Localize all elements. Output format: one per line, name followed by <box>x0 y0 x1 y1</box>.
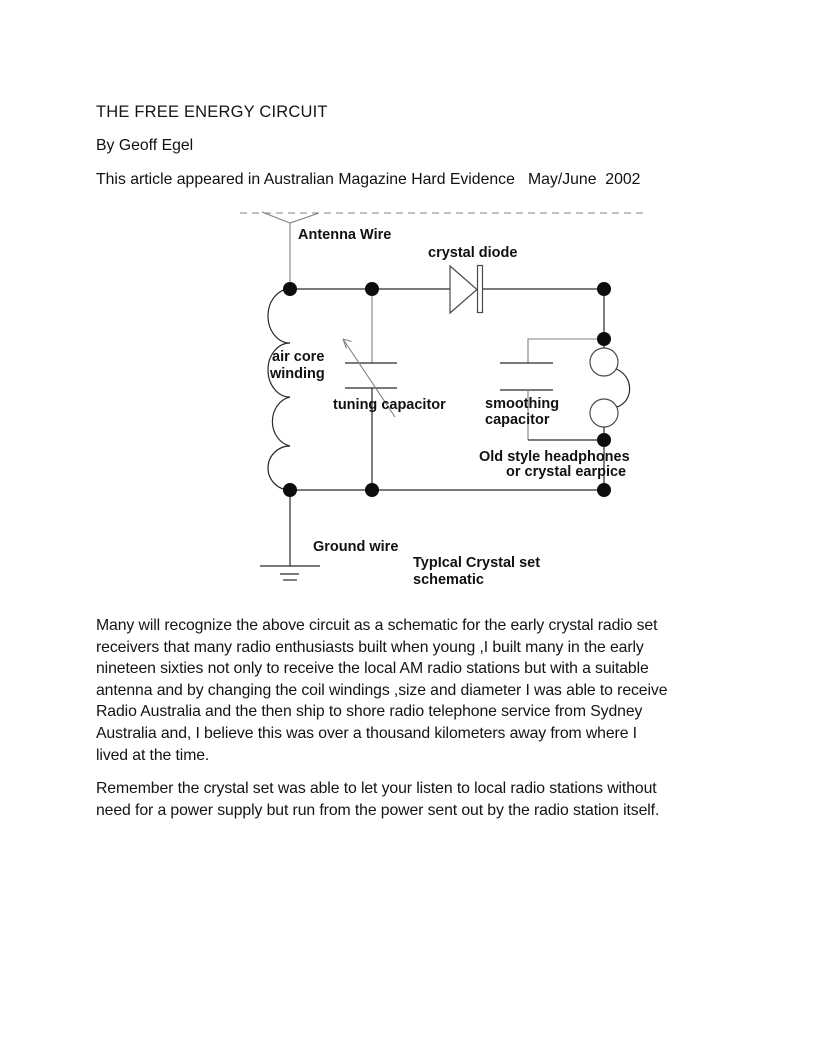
paragraph-1 <box>96 615 667 766</box>
label-caption-line2: schematic <box>413 572 484 588</box>
crystal-set-schematic <box>230 205 660 600</box>
body-line: Remember the crystal set was able to let your listen to local radio stations without <box>96 780 657 797</box>
tuning-capacitor-icon <box>343 289 397 490</box>
body-line: lived at the time. <box>96 746 210 764</box>
body-line: antenna and by changing the coil windings ,size and diameter I was able to receive <box>96 681 668 699</box>
body-line: Radio Australia and the then ship to shore radio telephone service from Sydney <box>96 703 643 721</box>
label-air-core: air core <box>272 349 325 365</box>
body-line: nineteen sixties not only to receive the local AM radio stations but with a suitable <box>96 660 649 678</box>
label-headphones-line1: Old style headphones <box>479 449 630 465</box>
label-headphones-line2: or crystal earpice <box>506 464 627 480</box>
label-ground-wire: Ground wire <box>313 539 399 555</box>
byline: By Geoff Egel <box>96 137 194 154</box>
page-title: THE FREE ENERGY CIRCUIT <box>96 103 328 121</box>
label-antenna-wire: Antenna Wire <box>298 227 392 243</box>
paragraph-2 <box>96 778 659 821</box>
source-line: This article appeared in Australian Magazine Hard Evidence May/June 2002 <box>96 171 641 188</box>
headphones-icon <box>590 348 630 427</box>
coil-icon <box>268 289 290 490</box>
label-winding: winding <box>270 366 325 382</box>
label-smoothing: smoothing <box>485 396 560 412</box>
label-crystal-diode: crystal diode <box>428 245 518 261</box>
label-tuning-capacitor: tuning capacitor <box>333 397 446 413</box>
diode-icon <box>450 266 483 314</box>
body-line: need for a power supply but run from the power sent out by the radio station itself. <box>96 801 660 819</box>
ground-icon <box>260 490 320 580</box>
body-line: receivers that many radio enthusiasts built when young ,I built many in the early <box>96 638 644 656</box>
label-smoothing-capacitor: capacitor <box>485 412 550 428</box>
body-line: Many will recognize the above circuit as a schematic for the early crystal radio set <box>96 617 658 634</box>
label-caption-line1: TypIcal Crystal set <box>413 555 541 571</box>
body-line: Australia and, I believe this was over a thousand kilometers away from where I <box>96 724 637 742</box>
antenna-icon <box>262 212 319 289</box>
